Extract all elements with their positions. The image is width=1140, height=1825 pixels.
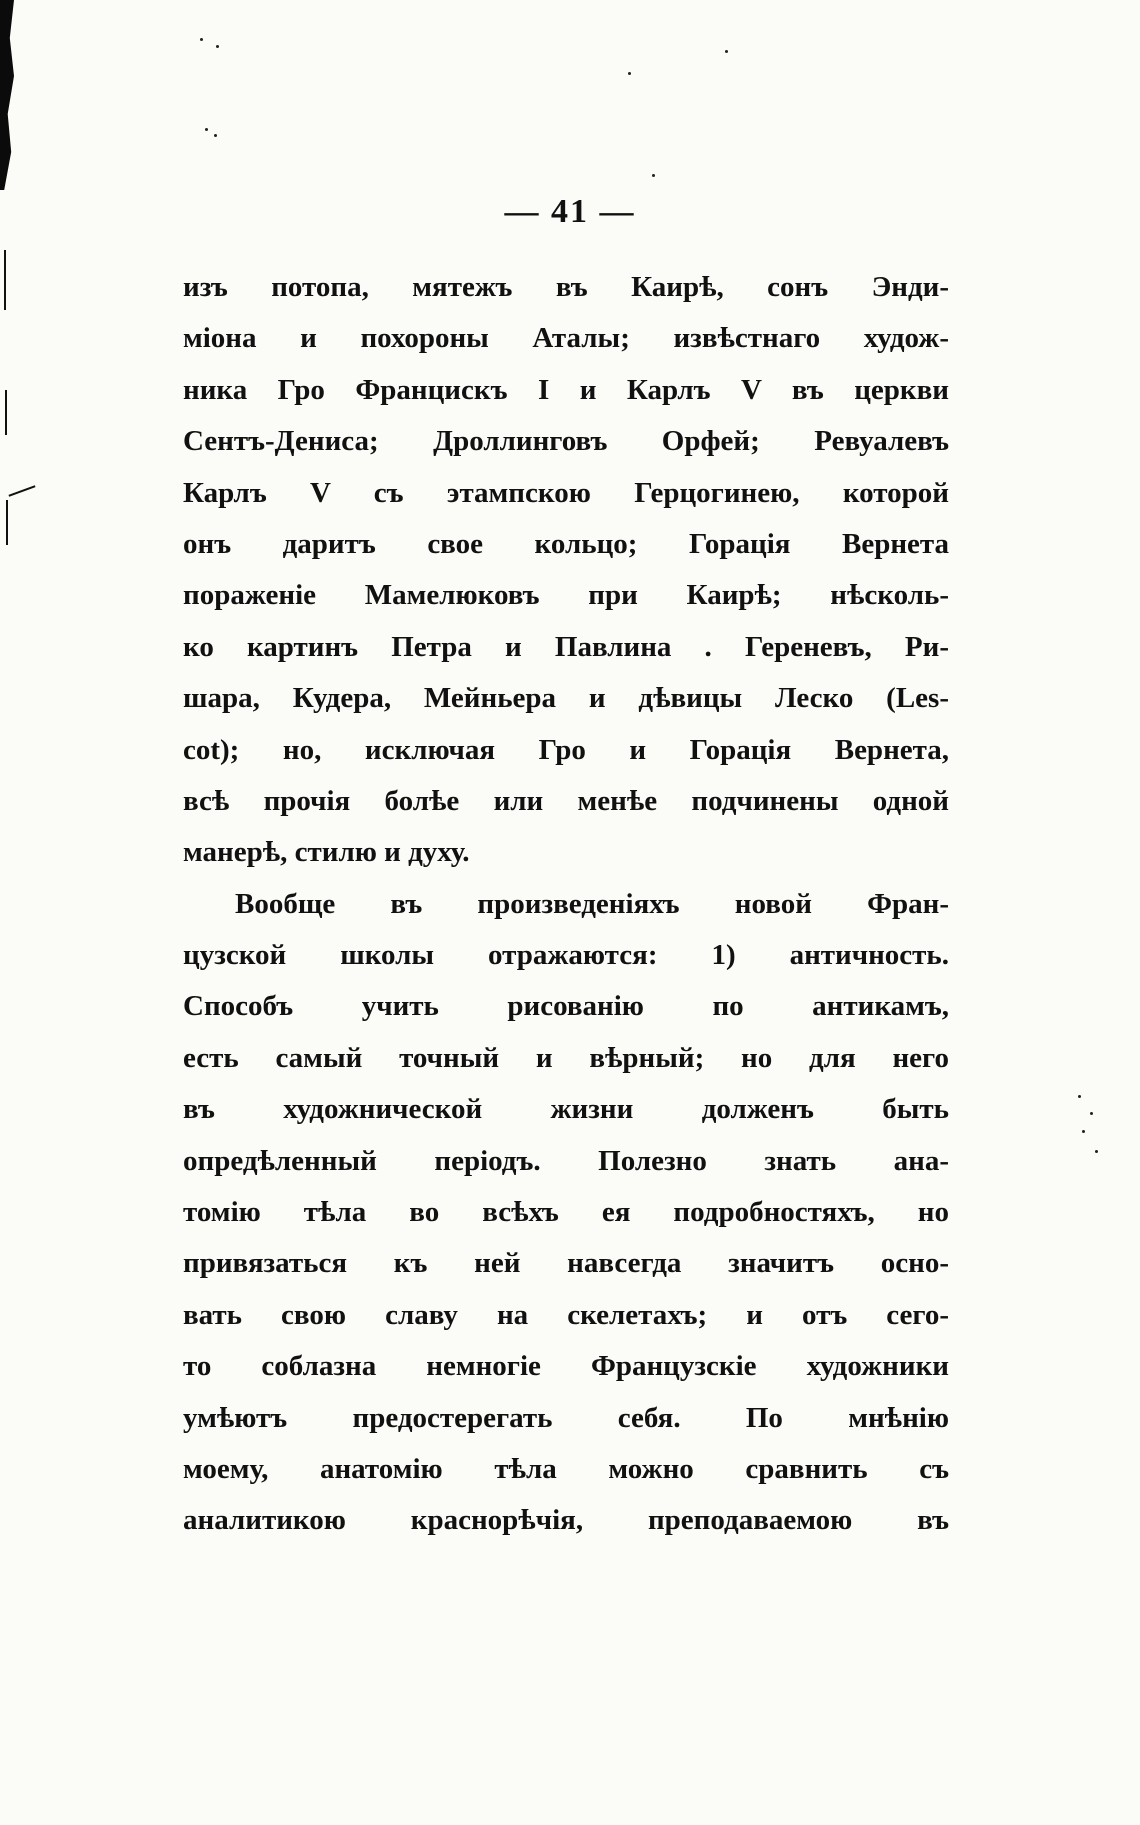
text-line: шара, Кудера, Мейньера и дѣвицы Леско (Les- [183,682,949,715]
edge-mark [9,485,36,496]
text-line: томію тѣла во всѣхъ ея подробностяхъ, но [183,1196,949,1229]
text-line: опредѣленный періодъ. Полезно знать ана- [183,1144,949,1177]
text-line: Карлъ V съ этампскою Герцогинею, которой [183,476,949,509]
text-line: есть самый точный и вѣрный; но для него [183,1041,949,1074]
text-line: онъ даритъ свое кольцо; Горація Вернета [183,527,949,560]
text-line: привязаться къ ней навсегда значитъ осно- [183,1247,949,1280]
ink-speck [216,45,219,48]
ink-speck [214,134,217,137]
edge-mark [5,390,7,435]
ink-speck [200,38,203,41]
text-line: цузской школы отражаются: 1) античность. [183,939,949,972]
text-line: вать свою славу на скелетахъ; и отъ сего- [183,1298,949,1331]
ink-speck [1078,1095,1081,1098]
ink-speck [1095,1150,1098,1153]
text-line: моему, анатомію тѣла можно сравнить съ [183,1452,949,1485]
text-line: въ художнической жизни долженъ быть [183,1093,949,1126]
ink-speck [1082,1130,1085,1133]
page-number: — 41 — [504,193,636,230]
paragraph [183,879,949,1547]
page-edge-shadow [0,0,14,190]
text-line: умѣютъ предостерегать себя. По мнѣнію [183,1401,949,1434]
ink-speck [725,50,728,53]
text-line: cot); но, исключая Гро и Горація Вернета, [183,733,949,766]
paragraph [183,262,949,879]
text-line: Сентъ-Дениса; Дроллинговъ Орфей; Ревуалевъ [183,425,949,458]
text-line: Вообще въ произведеніяхъ новой Фран- [235,887,949,920]
body-text [183,262,949,1547]
text-line: Способъ учить рисованію по антикамъ, [183,990,949,1023]
ink-speck [628,72,631,75]
ink-speck [652,174,655,177]
text-line: ко картинъ Петра и Павлина . Гереневъ, Ри- [183,630,949,663]
text-line: аналитикою краснорѣчія, преподаваемою въ [183,1504,949,1537]
text-line: ника Гро Францискъ I и Карлъ V въ церкви [183,373,949,406]
edge-mark [6,500,8,545]
edge-mark [4,250,6,310]
text-line: міона и похороны Аталы; извѣстнаго худож- [183,322,949,355]
text-line: изъ потопа, мятежъ въ Каирѣ, сонъ Энди- [183,271,949,303]
ink-speck [205,128,208,131]
text-line: пораженіе Мамелюковъ при Каирѣ; нѣсколь- [183,579,949,612]
text-line: всѣ прочія болѣе или менѣе подчинены одной [183,784,949,817]
text-line: то соблазна немногіе Французскіе художники [183,1350,949,1383]
text-line: манерѣ, стилю и духу. [183,836,470,869]
ink-speck [1090,1112,1093,1115]
